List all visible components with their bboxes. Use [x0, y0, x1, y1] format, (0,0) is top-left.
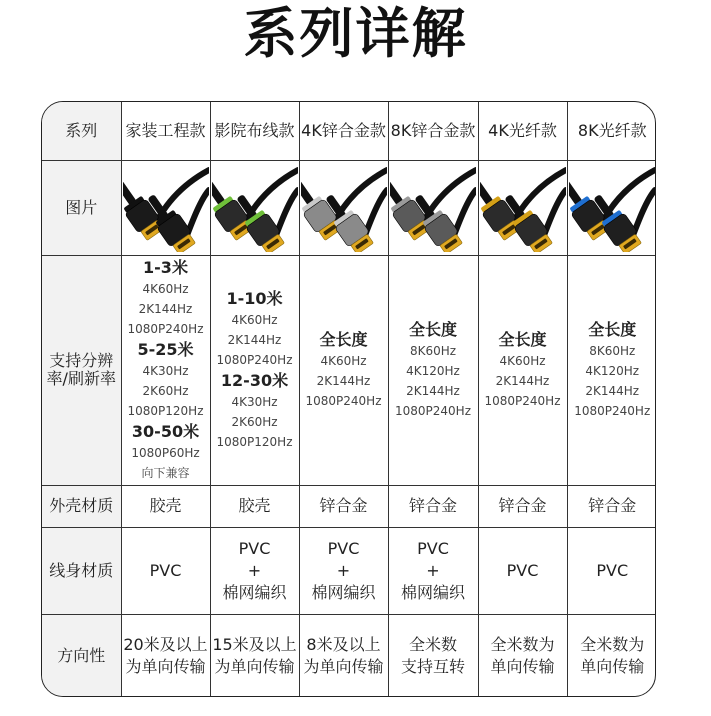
body-material-cell: PVC: [121, 527, 210, 614]
col-4k-zinc-alloy: 4K锌合金款: [299, 102, 388, 160]
body-material-cell: PVC: [478, 527, 567, 614]
shell-material-label: 外壳材质: [42, 485, 121, 527]
shell-material-cell: 锌合金: [567, 485, 656, 527]
resolution-value: 1080P240Hz: [216, 353, 293, 367]
body-material-cell: [210, 527, 299, 614]
resolution-value: 1080P240Hz: [574, 404, 651, 418]
resolution-value: 2K144Hz: [406, 384, 460, 398]
direction-text: 全米数为: [490, 635, 555, 655]
4k-zinc-alloy-cable-image: [301, 164, 387, 252]
length-range: 1-10米: [226, 289, 283, 308]
resolution-value: 2K144Hz: [316, 374, 371, 388]
resolution-value: 2K144Hz: [138, 302, 193, 316]
resolution-cell: [567, 255, 656, 485]
direction-text: 20米及以上: [123, 635, 208, 655]
shell-material-cell: 锌合金: [388, 485, 478, 527]
resolution-value: 4K60Hz: [142, 282, 189, 296]
resolution-value: 1080P120Hz: [216, 435, 293, 449]
page-title: 系列详解: [243, 2, 468, 65]
direction-text: 为单向传输: [303, 657, 384, 677]
col-8k-fiber: 8K光纤款: [567, 102, 656, 160]
direction-cell: [299, 614, 388, 697]
length-range: 全长度: [319, 330, 368, 349]
resolution-value: 2K144Hz: [585, 384, 640, 398]
direction-row: [42, 614, 656, 697]
direction-text: 全米数为: [580, 635, 645, 655]
direction-cell: [388, 614, 478, 697]
resolution-cell: [388, 255, 478, 485]
image-cell: [210, 160, 299, 255]
cinema-wiring-cable-image: [212, 164, 298, 252]
image-cell: [478, 160, 567, 255]
resolution-cell: [299, 255, 388, 485]
resolution-value: 1080P240Hz: [127, 322, 204, 336]
resolution-value: 4K60Hz: [320, 354, 367, 368]
resolution-value: 4K60Hz: [499, 354, 546, 368]
material-text: 棉网编织: [222, 582, 287, 602]
8k-fiber-cable-image: [569, 164, 655, 252]
direction-text: 单向传输: [490, 657, 555, 677]
col-cinema-wiring: 影院布线款: [210, 102, 299, 160]
resolution-value: 向下兼容: [141, 466, 190, 480]
plus-sign: +: [336, 560, 351, 580]
resolution-value: 4K120Hz: [585, 364, 640, 378]
direction-text: 15米及以上: [212, 635, 297, 655]
resolution-value: 1080P120Hz: [127, 404, 204, 418]
8k-zinc-alloy-cable-image: [390, 164, 476, 252]
direction-text: 为单向传输: [214, 657, 295, 677]
header-row: [42, 102, 656, 160]
series-label: 系列: [42, 102, 121, 160]
direction-text: 为单向传输: [125, 657, 206, 677]
resolution-value: 1080P240Hz: [394, 404, 471, 418]
resolution-value: 4K30Hz: [231, 395, 278, 409]
direction-cell: [210, 614, 299, 697]
plus-sign: +: [426, 560, 440, 580]
material-text: 棉网编织: [400, 582, 465, 602]
resolution-value: 1080P60Hz: [131, 446, 200, 460]
body-material-cell: PVC: [567, 527, 656, 614]
shell-material-cell: 锌合金: [299, 485, 388, 527]
comparison-table: [41, 101, 656, 697]
material-text: PVC: [327, 538, 360, 558]
direction-text: 8米及以上: [306, 635, 381, 655]
resolution-value: 1080P240Hz: [484, 394, 561, 408]
resolution-value: 2K60Hz: [142, 384, 189, 398]
direction-cell: [478, 614, 567, 697]
resolution-value: 8K60Hz: [409, 344, 457, 358]
resolution-value: 1080P240Hz: [305, 394, 382, 408]
direction-text: 全米数: [408, 635, 457, 655]
body-material-cell: [388, 527, 478, 614]
home-engineering-cable-image: [123, 164, 209, 252]
resolution-value: 2K144Hz: [227, 333, 282, 347]
resolution-value: 4K120Hz: [406, 364, 460, 378]
body-material-cell: [299, 527, 388, 614]
image-cell: [121, 160, 210, 255]
resolution-value: 2K144Hz: [495, 374, 550, 388]
shell-material-cell: 锌合金: [478, 485, 567, 527]
material-text: PVC: [417, 538, 449, 558]
col-home-engineering: 家装工程款: [121, 102, 210, 160]
direction-cell: [567, 614, 656, 697]
material-text: PVC: [238, 538, 271, 558]
body-material-row: [42, 527, 656, 614]
length-range: 全长度: [408, 320, 457, 339]
image-cell: [299, 160, 388, 255]
resolution-label: 支持分辨率/刷新率: [42, 255, 121, 485]
direction-cell: [121, 614, 210, 697]
length-range: 全长度: [498, 330, 547, 349]
col-4k-fiber: 4K光纤款: [478, 102, 567, 160]
resolution-row: [42, 255, 656, 485]
length-range: 30-50米: [131, 422, 200, 441]
direction-label: 方向性: [42, 614, 121, 697]
resolution-cell: [121, 255, 210, 485]
resolution-value: 8K60Hz: [589, 344, 636, 358]
image-cell: [388, 160, 478, 255]
body-material-label: 线身材质: [42, 527, 121, 614]
shell-material-cell: 胶壳: [121, 485, 210, 527]
direction-text: 单向传输: [580, 657, 645, 677]
shell-material-cell: 胶壳: [210, 485, 299, 527]
shell-material-row: [42, 485, 656, 527]
direction-text: 支持互转: [400, 657, 465, 677]
resolution-cell: [210, 255, 299, 485]
resolution-cell: [478, 255, 567, 485]
length-range: 全长度: [588, 320, 637, 339]
image-row: [42, 160, 656, 255]
resolution-value: 2K60Hz: [231, 415, 278, 429]
image-label: 图片: [42, 160, 121, 255]
resolution-value: 4K30Hz: [142, 364, 189, 378]
length-range: 12-30米: [220, 371, 289, 390]
4k-fiber-cable-image: [480, 164, 566, 252]
plus-sign: +: [247, 560, 262, 580]
resolution-value: 4K60Hz: [231, 313, 278, 327]
length-range: 5-25米: [137, 340, 194, 359]
col-8k-zinc-alloy: 8K锌合金款: [388, 102, 478, 160]
material-text: 棉网编织: [311, 582, 376, 602]
image-cell: [567, 160, 656, 255]
length-range: 1-3米: [143, 258, 188, 277]
